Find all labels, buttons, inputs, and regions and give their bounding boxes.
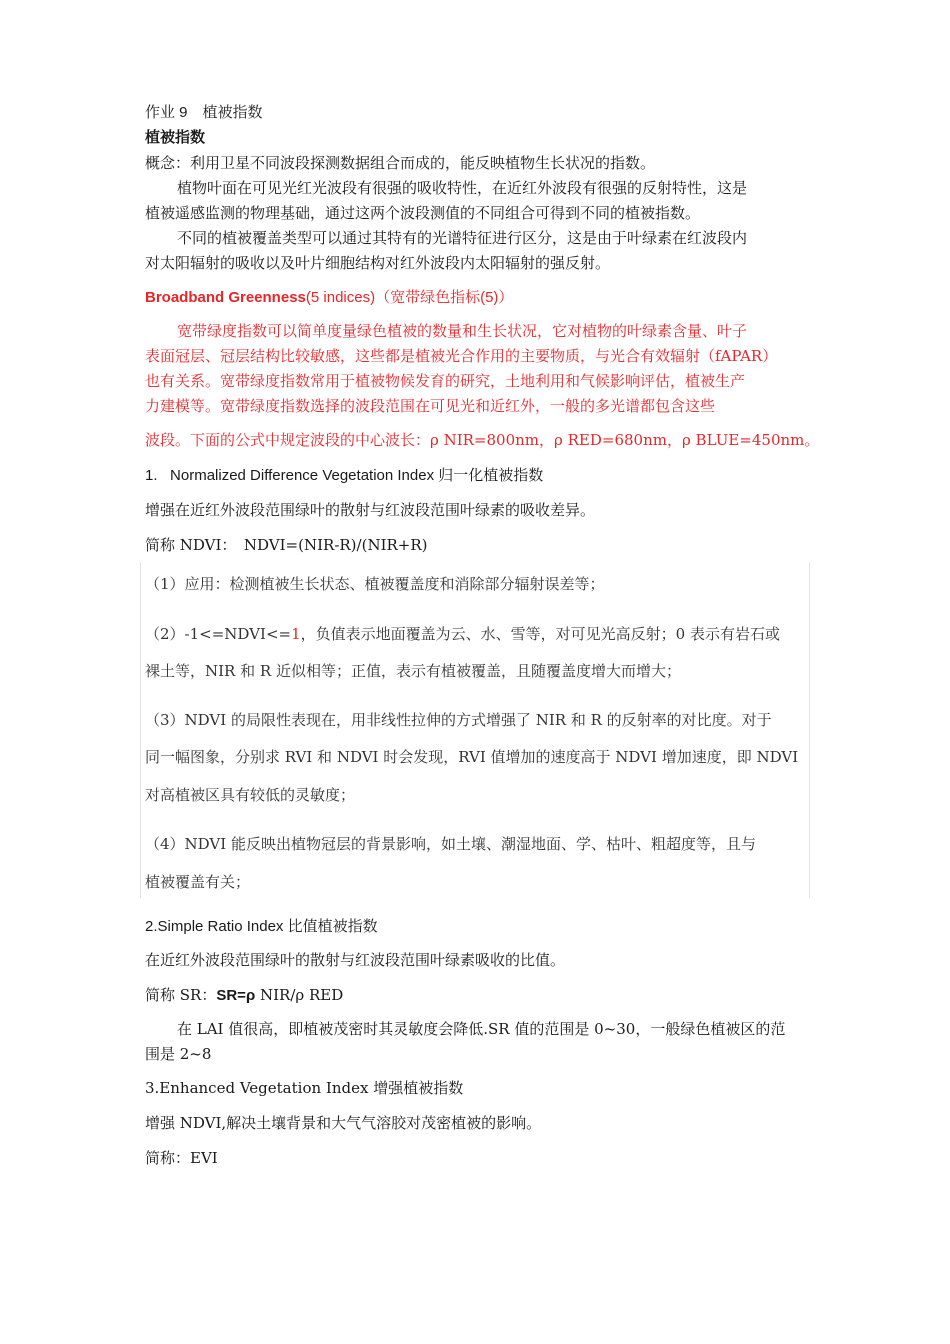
broadband-line1: 宽带绿度指数可以简单度量绿色植被的数量和生长状况，它对植物的叶绿素含量、叶子 (177, 322, 748, 340)
ndvi-note-1: （1）应用：检测植被生长状态、植被覆盖度和消除部分辐射误差等； (145, 575, 605, 593)
broadband-title-bold: Broadband Greenness (145, 289, 306, 306)
broadband-heading (145, 288, 513, 308)
sr-formula-bold: SR=ρ (216, 987, 256, 1004)
ndvi-note-2-rest: ，负值表示地面覆盖为云、水、雪等，对可见光高反射；0 表示有岩石或 (300, 625, 780, 643)
ndvi-note-2-range: （2）-1<=NDVI<= (145, 625, 292, 643)
broadband-title-rest: (5 indices)（宽带绿色指标(5)） (305, 289, 514, 306)
ndvi-description: 增强在近红外波段范围绿叶的散射与红波段范围叶绿素的吸收差异。 (145, 501, 596, 519)
evi-abbreviation: 简称：EVI (145, 1149, 218, 1167)
evi-heading: 3.Enhanced Vegetation Index 增强植被指数 (145, 1079, 464, 1097)
ndvi-note-3c: 对高植被区具有较低的灵敏度； (145, 786, 356, 804)
sr-formula-rest: NIR/ρ RED (255, 986, 344, 1004)
sr-abbreviation (145, 985, 343, 1006)
evi-description: 增强 NDVI,解决土壤背景和大气气溶胶对茂密植被的影响。 (145, 1114, 542, 1132)
ndvi-heading (145, 465, 543, 486)
ndvi-note-2b: 裸土等，NIR 和 R 近似相等；正值，表示有植被覆盖，且随覆盖度增大而增大； (145, 662, 681, 680)
ndvi-note-2a (145, 624, 780, 644)
ndvi-title-cn: 归一化植被指数 (438, 466, 544, 484)
sr-heading (145, 916, 378, 937)
broadband-line3: 也有关系。宽带绿度指数常用于植被物候发育的研究，土地利用和气候影响评估，植被生产 (145, 372, 746, 390)
ndvi-note-4a: （4）NDVI 能反映出植物冠层的背景影响，如土壤、潮湿地面、学、枯叶、粗超度等，且与 (145, 835, 756, 853)
ndvi-note-3a: （3）NDVI 的局限性表现在，用非线性拉伸的方式增强了 NIR 和 R 的反射率的对比度。对于 (145, 711, 772, 729)
para2-line1: 不同的植被覆盖类型可以通过其特有的光谱特征进行区分，这是由于叶绿素在红波段内 (177, 229, 748, 247)
sr-note-line1: 在 LAI 值很高，即植被茂密时其灵敏度会降低.SR 值的范围是 0~30，一般绿色植被区的范 (177, 1020, 786, 1038)
broadband-line5: 波段。下面的公式中规定波段的中心波长：ρ NIR=800nm，ρ RED=680nm，ρ BLUE=450nm。 (145, 431, 820, 449)
para1-line2: 植被遥感监测的物理基础，通过这两个波段测值的不同组合可得到不同的植被指数。 (145, 204, 701, 222)
concept-text: 概念：利用卫星不同波段探测数据组合而成的，能反映植物生长状况的指数。 (145, 154, 656, 172)
sr-note-line2: 围是 2~8 (145, 1045, 212, 1063)
ndvi-title-en: Normalized Difference Vegetation Index (170, 467, 435, 484)
sr-title-cn: 比值植被指数 (287, 917, 378, 935)
sr-abbr-label: 简称 SR： (145, 986, 217, 1004)
sr-number: 2. (145, 918, 158, 935)
para1-line1: 植物叶面在可见光红光波段有很强的吸收特性，在近红外波段有很强的反射特性，这是 (177, 179, 748, 197)
broadband-line4: 力建模等。宽带绿度指数选择的波段范围在可见光和近红外，一般的多光谱都包含这些 (145, 397, 716, 415)
sr-title-en: Simple Ratio Index (157, 918, 284, 935)
ndvi-abbreviation: 简称 NDVI： NDVI=(NIR-R)/(NIR+R) (145, 536, 428, 554)
ndvi-note-2-upper: 1 (291, 625, 301, 643)
ndvi-note-4b: 植被覆盖有关； (145, 873, 251, 891)
broadband-line2: 表面冠层、冠层结构比较敏感，这些都是植被光合作用的主要物质，与光合有效辐射（fAPAR） (145, 347, 778, 365)
sr-description: 在近红外波段范围绿叶的散射与红波段范围叶绿素吸收的比值。 (145, 951, 566, 969)
assignment-heading: 作业 9 植被指数 (145, 104, 263, 121)
section-title: 植被指数 (145, 129, 206, 146)
ndvi-note-3b: 同一幅图象，分别求 RVI 和 NDVI 时会发现，RVI 值增加的速度高于 NDVI 增加速度，即 NDVI (145, 748, 799, 766)
para2-line2: 对太阳辐射的吸收以及叶片细胞结构对红外波段内太阳辐射的强反射。 (145, 254, 611, 272)
ndvi-number: 1. (145, 467, 158, 484)
